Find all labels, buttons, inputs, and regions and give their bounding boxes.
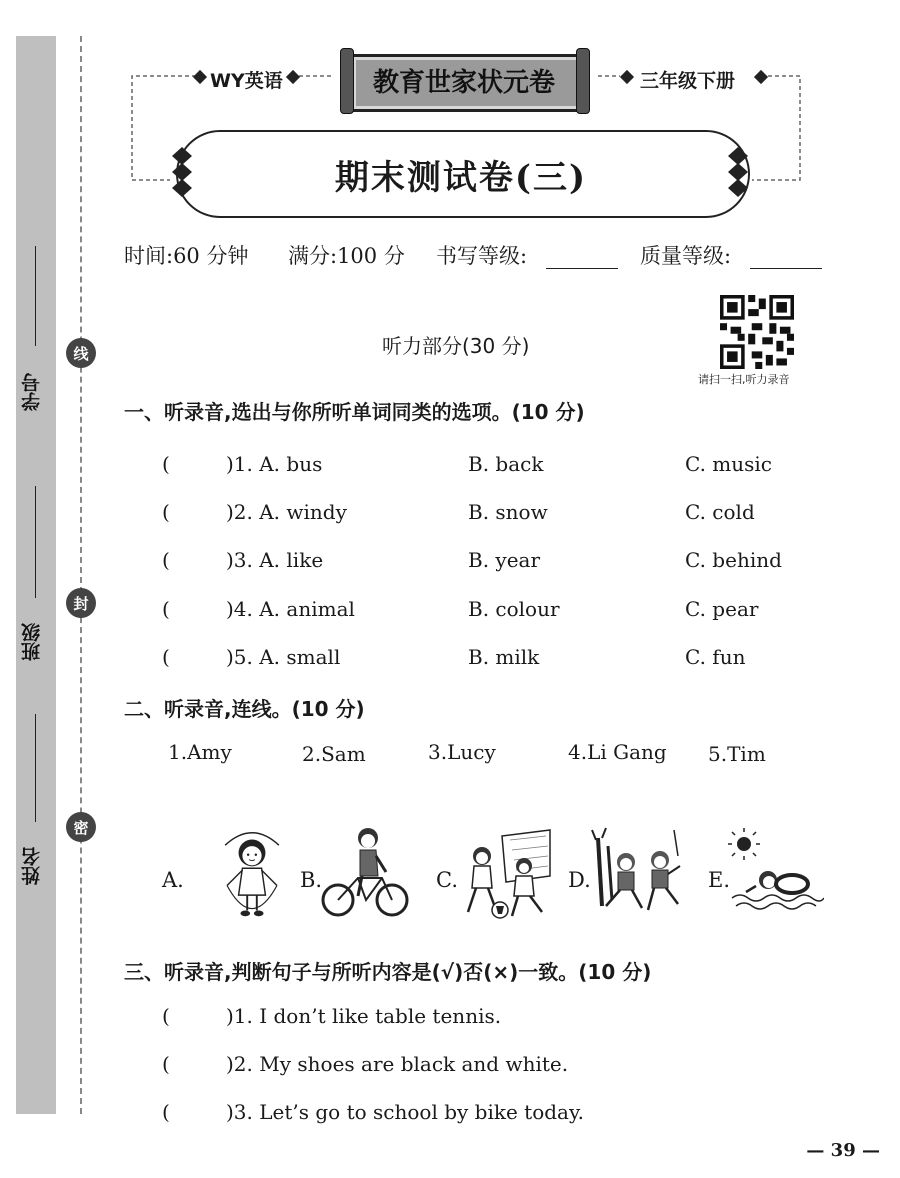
seal-secret-mark: 密 — [66, 812, 96, 842]
picture-e-label: E. — [708, 868, 731, 892]
student-id-line — [35, 246, 36, 346]
q2-option-a: )2. A. windy — [226, 500, 347, 524]
subject-tag: WY英语 — [210, 70, 283, 92]
picture-c-label: C. — [436, 868, 458, 892]
q5-option-c: C. fun — [685, 645, 746, 669]
name-line — [35, 714, 36, 822]
child-swimming-icon[interactable] — [728, 826, 824, 922]
name-li-gang[interactable]: 4.Li Gang — [568, 740, 667, 764]
writing-grade-blank[interactable] — [546, 246, 618, 269]
q3-option-a: )3. A. like — [226, 548, 324, 572]
q5-option-b: B. milk — [468, 645, 540, 669]
kids-skating-icon[interactable] — [588, 826, 684, 922]
q2-option-c: C. cold — [685, 500, 755, 524]
quality-grade-blank[interactable] — [750, 246, 822, 269]
kids-playing-football-icon[interactable] — [462, 826, 556, 922]
name-tim[interactable]: 5.Tim — [708, 742, 766, 766]
q4-option-b: B. colour — [468, 597, 560, 621]
boy-riding-bike-icon[interactable] — [320, 826, 410, 922]
girl-jump-rope-icon[interactable] — [218, 826, 286, 922]
student-id-label: 学号 — [21, 373, 43, 411]
q5-option-a: )5. A. small — [226, 645, 341, 669]
judge-q2-text: )2. My shoes are black and white. — [226, 1052, 569, 1076]
q3-bracket[interactable]: ( — [162, 548, 170, 572]
seal-line-mark: 线 — [66, 338, 96, 368]
exam-title: 期末测试卷(三) — [334, 157, 588, 198]
full-score: 满分:100 分 — [288, 244, 405, 268]
name-label: 姓名 — [21, 847, 43, 885]
judge-q1-bracket[interactable]: ( — [162, 1004, 170, 1028]
quality-grade-label: 质量等级: — [640, 244, 732, 268]
q1-option-a: )1. A. bus — [226, 452, 323, 476]
q4-option-c: C. pear — [685, 597, 759, 621]
q1-option-b: B. back — [468, 452, 544, 476]
seal-seal-mark: 封 — [66, 588, 96, 618]
judge-q2-bracket[interactable]: ( — [162, 1052, 170, 1076]
page-number: — 39 — — [806, 1140, 880, 1161]
q4-bracket[interactable]: ( — [162, 597, 170, 621]
section3-title: 三、听录音,判断句子与所听内容是(√)否(×)一致。(10 分) — [124, 960, 652, 984]
name-lucy[interactable]: 3.Lucy — [428, 740, 496, 764]
q1-bracket[interactable]: ( — [162, 452, 170, 476]
q2-bracket[interactable]: ( — [162, 500, 170, 524]
picture-a-label: A. — [162, 868, 184, 892]
q5-bracket[interactable]: ( — [162, 645, 170, 669]
class-line — [35, 486, 36, 598]
series-scroll-banner — [336, 48, 592, 112]
q2-option-b: B. snow — [468, 500, 548, 524]
section2-title: 二、听录音,连线。(10 分) — [124, 697, 365, 721]
q4-option-a: )4. A. animal — [226, 597, 355, 621]
writing-grade-label: 书写等级: — [436, 244, 528, 268]
grade-tag: 三年级下册 — [640, 70, 736, 92]
name-sam[interactable]: 2.Sam — [302, 742, 366, 766]
judge-q1-text: )1. I don’t like table tennis. — [226, 1004, 502, 1028]
series-title: 教育世家状元卷 — [372, 67, 555, 98]
name-amy[interactable]: 1.Amy — [168, 740, 232, 764]
judge-q3-text: )3. Let’s go to school by bike today. — [226, 1100, 584, 1124]
q3-option-c: C. behind — [685, 548, 782, 572]
listening-heading: 听力部分(30 分) — [382, 334, 530, 358]
picture-b-label: B. — [300, 868, 323, 892]
section1-title: 一、听录音,选出与你所听单词同类的选项。(10 分) — [124, 400, 585, 424]
class-label: 班级 — [21, 623, 43, 661]
picture-d-label: D. — [568, 868, 591, 892]
qr-code-icon[interactable] — [720, 295, 794, 369]
time-limit: 时间:60 分钟 — [124, 244, 249, 268]
judge-q3-bracket[interactable]: ( — [162, 1100, 170, 1124]
q3-option-b: B. year — [468, 548, 541, 572]
q1-option-c: C. music — [685, 452, 773, 476]
qr-caption: 请扫一扫,听力录音 — [698, 373, 790, 386]
